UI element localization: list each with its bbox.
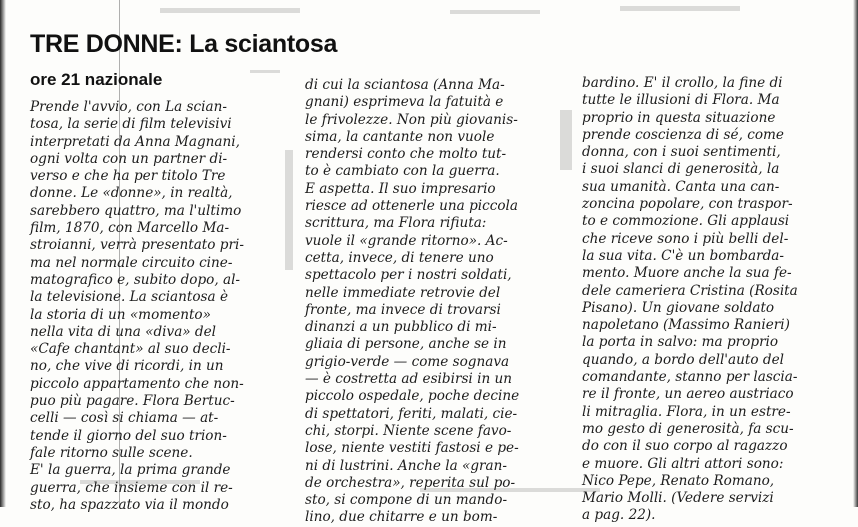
article-text-line: chi, storpi. Niente scene favo- (305, 422, 512, 439)
article-text-line: piccolo appartamento che non- (30, 375, 244, 392)
article-text-line: ma nel normale circuito cine- (30, 254, 233, 271)
article-text-line: sto, ha spazzato via il mondo (30, 496, 229, 513)
article-text-line: proprio in questa situazione (582, 109, 776, 126)
article-text-line: nelle immediate retrovie del (305, 284, 501, 301)
broadcast-time: ore 21 nazionale (30, 70, 163, 89)
article-text-line: «Cafe chantant» al suo decli- (30, 341, 231, 358)
article-text-line: donne. Le «donne», in realtà, (30, 185, 233, 202)
left-scan-edge (0, 0, 6, 507)
article-text-line: le frivolezze. Non più giovanis- (305, 111, 518, 128)
article-text-line: E aspetta. Il suo impresario (305, 180, 496, 197)
article-text-line: tutte le illusioni di Flora. Ma (582, 92, 780, 109)
article-text-line: celli — così si chiama — at- (30, 410, 219, 427)
article-text-line: Mario Molli. (Vedere servizi (582, 490, 774, 507)
article-text-line: sarebbero quattro, ma l'ultimo (30, 202, 242, 219)
article-text-line: E' la guerra, la prima grande (30, 462, 231, 479)
article-text-line: mento. Muore anche la sua fe- (582, 265, 792, 282)
article-text-line: lose, niente vestiti fastosi e pe- (305, 440, 519, 457)
article-text-line: ni di lustrini. Anche la «gran- (305, 457, 507, 474)
article-text-line: piccolo ospedale, poche decine (305, 388, 520, 405)
article-text-line: quando, a bordo dell'auto del (582, 351, 784, 368)
article-text-line: to è cambiato con la guerra. (305, 163, 500, 180)
right-scan-edge (853, 0, 858, 507)
article-text-line: sima, la cantante non vuole (305, 128, 495, 145)
article-text-line: di cui la sciantosa (Anna Ma- (305, 77, 505, 93)
article-text-line: mo gesto di generosità, fa scu- (582, 420, 794, 437)
article-text-line: scrittura, ma Flora rifiuta: (305, 215, 487, 232)
article-text-line: nella vita di una «diva» del (30, 323, 217, 340)
article-text-line: sto, si compone di un mando- (305, 492, 508, 509)
article-text-line: riesce ad ottenerle una piccola (305, 198, 518, 215)
article-text-line: i suoi slanci di generosità, la (582, 161, 780, 178)
article-text-line: grigio-verde — come sognava (305, 353, 510, 370)
article-text-line: stroianni, verrà presentato pri- (30, 237, 244, 254)
article-text-line: re il fronte, un aereo austriaco (582, 386, 794, 403)
article-text-line: li mitraglia. Flora, in un estre- (582, 403, 791, 420)
article-text-line: donna, con i suoi sentimenti, (582, 144, 781, 161)
article-text-line: vuole il «grande ritorno». Ac- (305, 232, 508, 249)
article-text-line: gnani) esprimeva la fatuità e (305, 94, 504, 111)
article-text-line: fale ritorno sulle scene. (30, 444, 193, 461)
article-text-line: spettacolo per i nostri soldati, (305, 267, 512, 284)
article-text-line: la storia di un «momento» (30, 306, 211, 323)
article-text-line: comandante, stanno per lascia- (582, 369, 798, 386)
article-text-line: lino, due chitarre e un bom- (305, 509, 498, 526)
article-headline: TRE DONNE: La sciantosa (30, 30, 338, 58)
article-text-line: film, 1870, con Marcello Ma- (30, 220, 230, 237)
article-text-line: zoncina popolare, con traspor- (582, 196, 793, 213)
article-text-line: la televisione. La sciantosa è (30, 289, 228, 306)
article-text-line: matografico e, subito dopo, al- (30, 271, 241, 288)
article-text-line: verso e che ha per titolo Tre (30, 168, 226, 185)
article-text-line: a pag. 22). (582, 507, 656, 524)
article-column-2 (305, 77, 560, 527)
article-text-line: interpretati da Anna Magnani, (30, 133, 240, 150)
article-text-line: tosa, la serie di film televisivi (30, 116, 232, 133)
article-text-line: di spettatori, feriti, malati, cie- (305, 405, 518, 422)
article-text-line: tende il giorno del suo trion- (30, 427, 227, 444)
article-text-line: ogni volta con un partner di- (30, 150, 228, 167)
article-text-line: Pisano). Un giovane soldato (582, 299, 775, 316)
article-text-line: rendersi conto che molto tut- (305, 146, 507, 163)
article-text-line: dinanzi a un pubblico di mi- (305, 319, 497, 336)
article-text-line: napoletano (Massimo Ranieri) (582, 317, 790, 334)
article-text-line: la porta in salvo: ma proprio (582, 334, 779, 351)
article-text-line: guerra, che insieme con il re- (30, 479, 233, 496)
article-text-line: — è costretta ad esibirsi in un (305, 371, 513, 388)
article-text-line: e muore. Gli altri attori sono: (582, 455, 784, 472)
article-text-line: de orchestra», reperita sul po- (305, 474, 516, 491)
article-text-line: che riceve sono i più belli del- (582, 230, 789, 247)
article-text-line: cetta, invece, di tenere uno (305, 249, 494, 266)
article-text-line: no, che vive di ricordi, in un (30, 358, 224, 375)
article-text-line: Prende l'avvio, con La scian- (30, 99, 227, 115)
article-column-1 (30, 99, 275, 514)
article-text-line: Nico Pepe, Renato Romano, (582, 472, 775, 489)
article-text-line: dele cameriera Cristina (Rosita (582, 282, 798, 299)
article-text-line: fronte, ma invece di trovarsi (305, 301, 501, 318)
article-text-line: sua umanità. Canta una can- (582, 178, 780, 195)
article-text-line: to e commozione. Gli applausi (582, 213, 790, 230)
article-text-line: do con il suo corpo al ragazzo (582, 438, 788, 455)
article-text-line: bardino. E' il crollo, la fine di (582, 75, 783, 91)
article-text-line: puo più pagare. Flora Bertuc- (30, 393, 235, 410)
article-text-line: la sua vita. C'è un bombarda- (582, 247, 784, 264)
article-text-line: gliaia di persone, anche se in (305, 336, 507, 353)
article-column-3 (582, 75, 840, 525)
article-text-line: prende coscienza di sé, come (582, 126, 784, 143)
